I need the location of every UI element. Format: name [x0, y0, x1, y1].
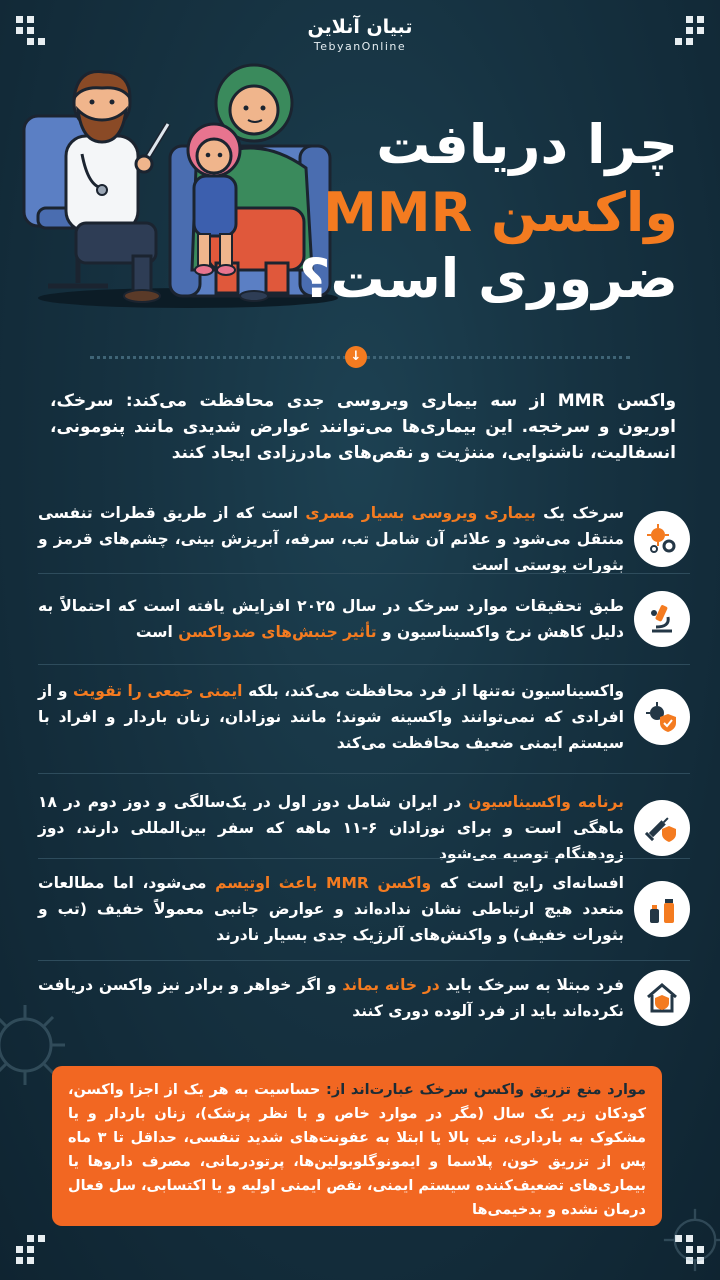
microscope-icon [634, 591, 690, 647]
contraindications-box [52, 1066, 662, 1226]
brand-name-fa: تبیان آنلاین [307, 16, 413, 38]
item-text-before: طبق تحقیقات موارد سرخک در سال ۲۰۲۵ افزایش یافته است که احتمالاً به دلیل کاهش نرخ واکسیناسیون و [38, 597, 624, 641]
corner-dots-icon [14, 1232, 48, 1266]
list-item [38, 591, 690, 647]
title-line-3: ضروری است؟ [299, 247, 678, 310]
list-item [38, 789, 690, 867]
item-text-after: می‌شود، اما مطالعات متعدد هیچ ارتباطی نشان نداده‌اند و عوارض جانبی معمولاً خفیف (تب و بثورات خفیف) و واکنش‌های آلرژیک جدی بسیار نادرند [38, 874, 624, 944]
item-text-after: و از افرادی که نمی‌توانند واکسینه شوند؛ مانند نوزادان، زنان باردار و افراد با سیستم ایمنی ضعیف محافظت می‌کند [38, 682, 624, 752]
list-item [38, 970, 690, 1026]
item-text-after: است که از طریق قطرات تنفسی منتقل می‌شود و علائم آن شامل تب، سرفه، آبریزش بینی، چشم‌های قرمز و بثورات پوستی است [38, 504, 624, 574]
item-highlight: در خانه بماند [342, 976, 440, 994]
item-highlight: برنامه واکسیناسیون [468, 793, 624, 811]
vaccine-vial-icon [634, 881, 690, 937]
item-text-after: و اگر خواهر و برادر نیز واکسن دریافت نکرده‌اند باید از فرد آلوده دوری کنند [38, 976, 624, 1020]
item-text-before: واکسیناسیون نه‌تنها از فرد محافظت می‌کند، بلکه [242, 682, 624, 700]
item-text-before: سرخک یک [535, 504, 624, 522]
item-divider [38, 858, 690, 859]
item-text-before: فرد مبتلا به سرخک باید [439, 976, 625, 994]
brand-logo [0, 16, 720, 53]
item-highlight: ایمنی جمعی را تقویت [73, 682, 243, 700]
item-divider [38, 573, 690, 574]
virus-gears-icon [634, 511, 690, 567]
list-item [38, 870, 690, 948]
syringe-shield-icon [634, 800, 690, 856]
item-text [38, 789, 624, 867]
item-text [38, 678, 624, 756]
brand-name-en: TebyanOnline [313, 40, 407, 53]
intro-paragraph: واکسن MMR از سه بیماری ویروسی جدی محافظت می‌کند: سرخک، اوریون و سرخجه. این بیماری‌ها می‌توانند عوارض شدیدی مانند پنومونی، انسفالیت، ناشنوایی، مننژیت و نقص‌های مادرزادی ایجاد کنند [50, 391, 677, 463]
item-text [38, 593, 624, 645]
arrow-down-icon: ↓ [345, 346, 367, 368]
item-text-after: است [135, 623, 179, 641]
item-highlight: تأثیر جنبش‌های ضدواکسن [178, 623, 377, 641]
virus-shield-icon [634, 689, 690, 745]
item-text [38, 870, 624, 948]
title-line-2: واکسن MMR [323, 181, 678, 244]
item-text-after: در ایران شامل دوز اول در یک‌سالگی و دوز دوم در ۱۸ ماهگی است و برای نوزادان ۶-۱۱ ماهه که سفر بین‌المللی دارند، دوز زودهنگام توصیه می‌شود [38, 793, 624, 863]
home-shield-icon [634, 970, 690, 1026]
item-divider [38, 960, 690, 961]
page-title [298, 113, 678, 310]
item-text-before: افسانه‌ای رایج است که [431, 874, 624, 892]
item-highlight: واکسن MMR باعث اوتیسم [215, 874, 432, 892]
contraindications-body: حساسیت به هر یک از اجزا واکسن، کودکان زیر یک سال (مگر در موارد خاص و با نظر پزشک)، زنان باردار و یا مشکوک به بارداری، تب بالا یا ابتلا به عفونت‌های شدید تنفسی، حداقل تا ۳ ماه پس از تزریق خون، پلاسما و ایمونوگلوبولین‌ها، پرتودرمانی، مصرف داروها یا بیماری‌های تضعیف‌کننده سیستم ایمنی، نقص ایمنی اولیه و یا اکتسابی، سل فعال درمان نشده و بدخیمی‌ها [68, 1082, 646, 1218]
doctor-family-illustration [18, 58, 338, 310]
contraindications-lead: موارد منع تزریق واکسن سرخک عبارت‌اند از: [326, 1082, 647, 1098]
item-divider [38, 664, 690, 665]
list-item [38, 500, 690, 578]
list-item [38, 678, 690, 756]
item-divider [38, 773, 690, 774]
item-text [38, 500, 624, 578]
item-text [38, 972, 624, 1024]
item-highlight: بیماری ویروسی بسیار مسری [305, 504, 536, 522]
virus-decoration-icon [660, 1205, 720, 1275]
title-line-1: چرا دریافت [376, 113, 678, 176]
